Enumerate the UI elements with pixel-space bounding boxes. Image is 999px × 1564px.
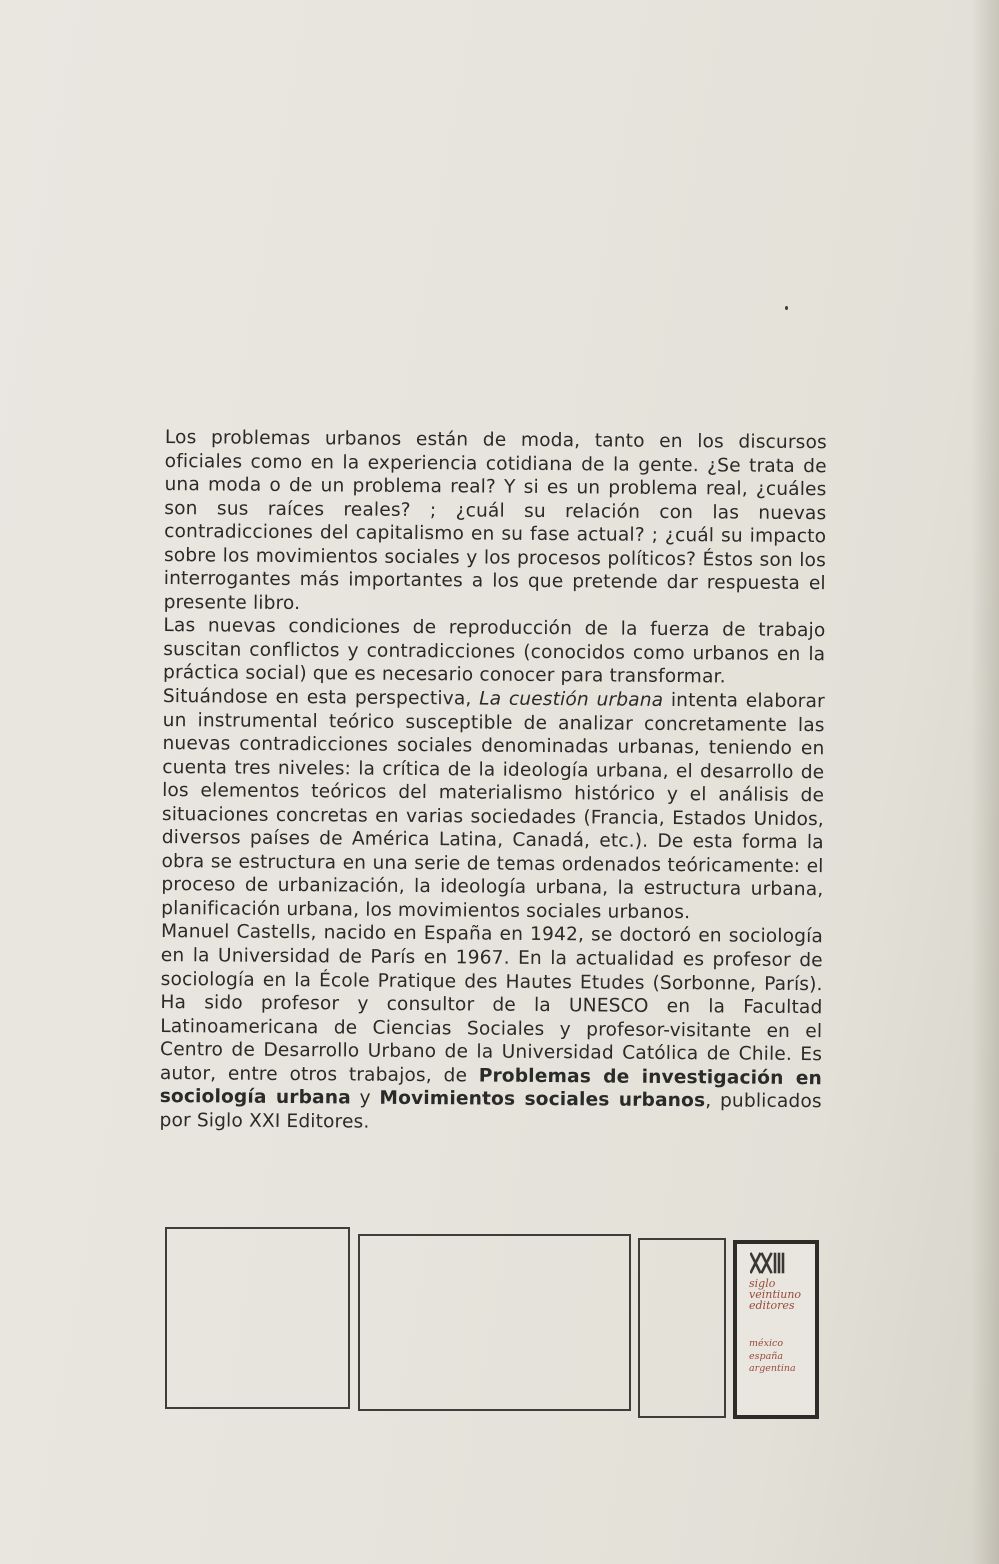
- back-cover-blurb: [159, 426, 827, 1138]
- publisher-logo: [733, 1240, 819, 1419]
- empty-frame-3: [638, 1238, 726, 1418]
- publisher-location-2: españa: [749, 1350, 784, 1362]
- book-title: La cuestión urbana: [479, 688, 664, 711]
- publisher-locations: [749, 1338, 796, 1376]
- publisher-name-line-3: editores: [749, 1299, 795, 1312]
- empty-frame-2: [358, 1234, 631, 1411]
- ink-speck: [785, 306, 788, 310]
- publisher-name-line-2: veintiuno: [749, 1288, 802, 1301]
- publisher-location-3: argentina: [749, 1363, 796, 1374]
- blurb-paragraph-3-body: intenta elaborar un instrumental teórico susceptible de analizar concretamente las nuevas contradicciones sociales denominadas urbanas, teniendo en cuenta tres niveles: la crítica de la ideología urbana, el desarrollo de los elementos teóricos del materialismo histórico y el análisis de situaciones concretas en varias sociedades (Francia, Estados Unidos, diversos países de América Latina, Canadá, etc.). De esta forma la obra se estructura en una serie de temas ordenados teóricamente: el proceso de urbanización, la ideología urbana, la estructura urbana, planificación urbana, los movimientos sociales urbanos.: [161, 689, 825, 924]
- siglo-xxi-logo-icon: [750, 1252, 790, 1274]
- author-bio-conjunction: y: [350, 1087, 380, 1110]
- blurb-paragraph-2: [163, 614, 826, 690]
- author-work-2: Movimientos sociales urbanos: [379, 1088, 706, 1112]
- empty-frame-1: [165, 1227, 350, 1409]
- author-bio-ending: , publicados por Siglo XXI Editores.: [159, 1090, 822, 1133]
- blurb-paragraph-2-text: Las nuevas condiciones de reproducción de la fuerza de trabajo suscitan conflictos y contradicciones (conocidos como urbanos en la práctica social) que es necesario conocer para transformar.: [162, 615, 826, 688]
- blurb-paragraph-3-intro: Situándose en esta perspectiva,: [162, 686, 480, 710]
- blurb-paragraph-1: [164, 426, 827, 620]
- author-bio-text: Manuel Castells, nacido en España en 1942, se doctoró en sociología en la Universidad de París en 1967. En la actualidad es profesor de sociología en la École Pratique des Hautes Etudes (Sorbonne, París). Ha sido profesor y consultor de la UNESCO en la Facultad Latinoamericana de Ciencias Sociales y profesor-visitante en el Centro de Desarrollo Urbano de la Universidad Católica de Chile. Es autor, entre otros trabajos, de: [159, 921, 824, 1087]
- spine-shadow: [971, 0, 999, 1564]
- blurb-paragraph-3: [161, 685, 825, 926]
- publisher-name-line-1: siglo: [749, 1277, 776, 1290]
- publisher-location-1: méxico: [749, 1338, 784, 1349]
- publisher-name: [749, 1278, 801, 1311]
- blurb-paragraph-1-text: Los problemas urbanos están de moda, tanto en los discursos oficiales como en la experiencia cotidiana de la gente. ¿Se trata de una moda o de un problema real? Y si es un problema real, ¿cuáles son sus raíces reales? ; ¿cuál su relación con las nuevas contradicciones del capitalismo en su fase actual? ; ¿cuál su impacto sobre los movimientos sociales y los procesos políticos? Éstos son los interrogantes más importantes a los que pretende dar respuesta el presente libro.: [163, 426, 827, 614]
- author-work-1: Problemas de investigación en sociología urbana: [159, 1065, 822, 1109]
- author-bio: [159, 920, 823, 1137]
